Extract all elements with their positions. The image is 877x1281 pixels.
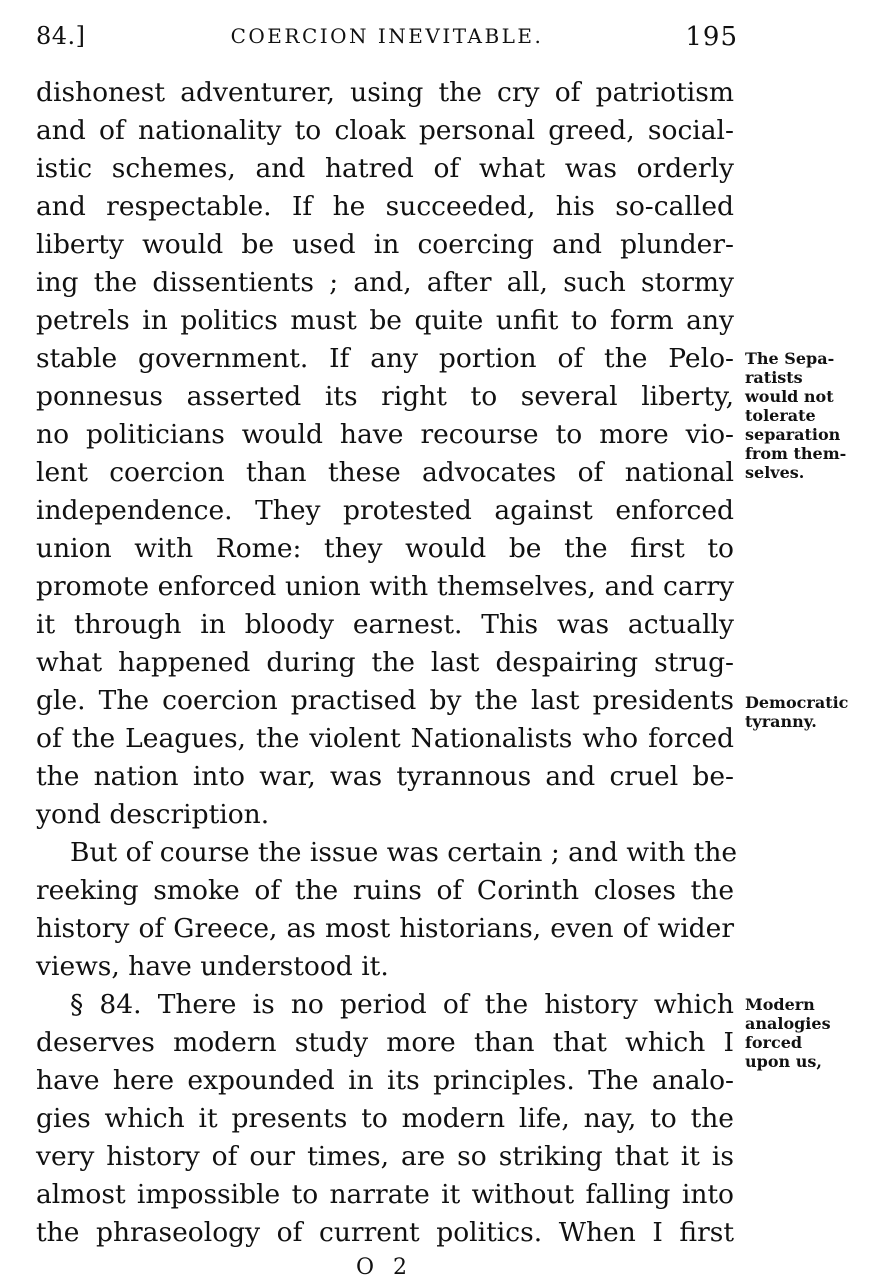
text-line: views, have understood it. bbox=[36, 951, 389, 982]
text-line: istic schemes, and hatred of what was orderly bbox=[36, 153, 734, 184]
text-line: what happened during the last despairing strug- bbox=[36, 647, 734, 678]
text-line: union with Rome: they would be the first to bbox=[36, 533, 734, 564]
text-line: independence. They protested against enforced bbox=[36, 495, 734, 526]
text-line: very history of our times, are so striking that it is bbox=[36, 1141, 734, 1172]
text-line: the phraseology of current politics. When I first bbox=[36, 1217, 734, 1248]
sidenote-line: analogies bbox=[745, 1014, 831, 1033]
sidenote-line: upon us, bbox=[745, 1052, 822, 1071]
text-line: ing the dissentients ; and, after all, such stormy bbox=[36, 267, 734, 298]
page-number: 195 bbox=[685, 22, 738, 52]
sidenote-line: ratists bbox=[745, 368, 803, 387]
text-line: promote enforced union with themselves, and carry bbox=[36, 571, 734, 602]
text-line: the nation into war, was tyrannous and cruel be- bbox=[36, 761, 734, 792]
text-line: it through in bloody earnest. This was actually bbox=[36, 609, 734, 640]
text-line: But of course the issue was certain ; and with the bbox=[70, 837, 738, 868]
sidenote-line: The Sepa- bbox=[745, 349, 835, 368]
text-line: stable government. If any portion of the Pelo- bbox=[36, 343, 734, 374]
text-line: almost impossible to narrate it without falling into bbox=[36, 1179, 734, 1210]
sidenote-line: Modern bbox=[745, 995, 815, 1014]
text-line: and respectable. If he succeeded, his so-called bbox=[36, 191, 734, 222]
text-line: yond description. bbox=[36, 799, 270, 830]
text-line: and of nationality to cloak personal greed, social- bbox=[36, 115, 734, 146]
sidenote-line: tolerate bbox=[745, 406, 816, 425]
sidenote-line: would not bbox=[745, 387, 834, 406]
sidenote-separatists bbox=[745, 349, 875, 482]
text-line: history of Greece, as most historians, even of wider bbox=[36, 913, 734, 944]
text-line: dishonest adventurer, using the cry of patriotism bbox=[36, 77, 734, 108]
running-head bbox=[36, 22, 738, 52]
text-line: no politicians would have recourse to more vio- bbox=[36, 419, 734, 450]
sidenote-line: selves. bbox=[745, 463, 805, 482]
sidenote-line: Democratic bbox=[745, 693, 849, 712]
text-line: of the Leagues, the violent Nationalists who forced bbox=[36, 723, 734, 754]
text-line: liberty would be used in coercing and plunder- bbox=[36, 229, 734, 260]
text-line: gle. The coercion practised by the last presidents bbox=[36, 685, 734, 716]
text-line: lent coercion than these advocates of national bbox=[36, 457, 734, 488]
sidenote-democratic bbox=[745, 693, 875, 731]
text-line: petrels in politics must be quite unfit to form any bbox=[36, 305, 734, 336]
text-line: § 84. There is no period of the history which bbox=[70, 989, 734, 1020]
signature-mark: O 2 bbox=[356, 1255, 414, 1280]
sidenote-line: forced bbox=[745, 1033, 803, 1052]
text-line: have here expounded in its principles. The analo- bbox=[36, 1065, 734, 1096]
sidenote-line: from them- bbox=[745, 444, 847, 463]
sidenote-line: tyranny. bbox=[745, 712, 817, 731]
running-title: COERCION INEVITABLE. bbox=[230, 24, 544, 48]
text-line: deserves modern study more than that which I bbox=[36, 1027, 734, 1058]
sidenote-line: separation bbox=[745, 425, 841, 444]
body-text bbox=[36, 74, 738, 1252]
text-line: gies which it presents to modern life, nay, to the bbox=[36, 1103, 734, 1134]
text-line: ponnesus asserted its right to several liberty, bbox=[36, 381, 734, 412]
section-reference: 84.] bbox=[36, 22, 86, 50]
sidenote-modern bbox=[745, 995, 875, 1071]
text-line: reeking smoke of the ruins of Corinth closes the bbox=[36, 875, 734, 906]
